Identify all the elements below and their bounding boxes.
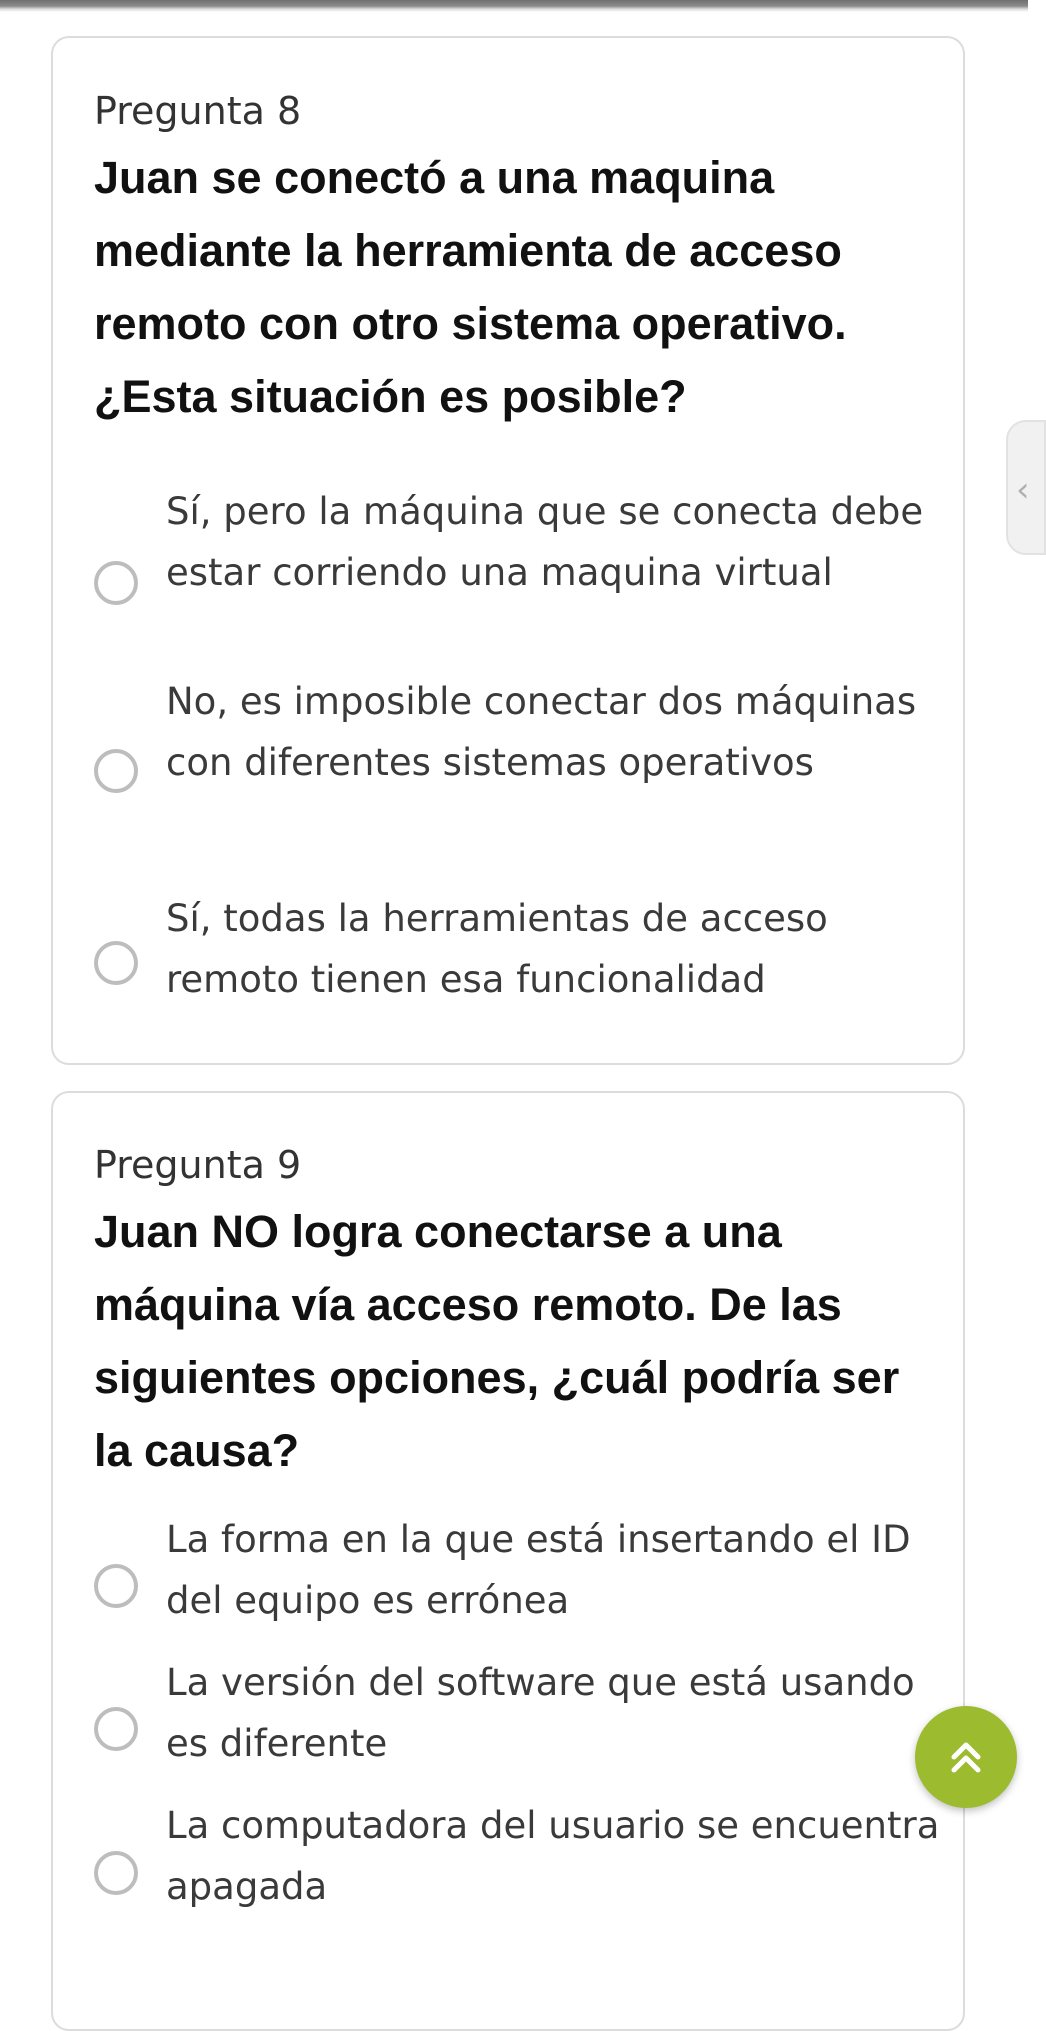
answer-option[interactable] bbox=[53, 1804, 963, 1961]
question-text: Juan NO logra conectarse a una máquina vía acceso remoto. De las siguientes opciones, ¿cuál podría ser la causa? bbox=[94, 1206, 900, 1476]
answer-option[interactable] bbox=[53, 888, 963, 1028]
radio-button[interactable] bbox=[94, 1564, 138, 1608]
chevron-left-icon: ‹ bbox=[1016, 470, 1030, 510]
radio-button[interactable] bbox=[94, 561, 138, 605]
answer-option-label: La versión del software que está usando es diferente bbox=[166, 1661, 915, 1765]
question-card-8 bbox=[51, 36, 965, 1065]
answer-option-label: La computadora del usuario se encuentra apagada bbox=[166, 1804, 940, 1908]
radio-button[interactable] bbox=[94, 1851, 138, 1895]
question-text: Juan se conectó a una maquina mediante la herramienta de acceso remoto con otro sistema operativo. ¿Esta situación es posible? bbox=[94, 152, 847, 422]
radio-button[interactable] bbox=[94, 1707, 138, 1751]
side-drawer-tab[interactable] bbox=[1006, 420, 1046, 555]
double-chevron-up-icon bbox=[944, 1735, 988, 1779]
scroll-to-top-button[interactable] bbox=[915, 1706, 1017, 1808]
top-bar-shadow bbox=[0, 0, 1028, 12]
answer-option[interactable] bbox=[53, 478, 963, 688]
question-number: Pregunta 8 bbox=[94, 89, 302, 133]
answer-option-label: Sí, todas la herramientas de acceso remoto tienen esa funcionalidad bbox=[166, 897, 828, 1001]
question-number: Pregunta 9 bbox=[94, 1143, 302, 1187]
answer-option-label: Sí, pero la máquina que se conecta debe estar corriendo una maquina virtual bbox=[166, 490, 924, 594]
radio-button[interactable] bbox=[94, 941, 138, 985]
answer-option[interactable] bbox=[53, 680, 963, 882]
answer-option-label: La forma en la que está insertando el ID del equipo es errónea bbox=[166, 1518, 911, 1622]
radio-button[interactable] bbox=[94, 749, 138, 793]
question-card-9 bbox=[51, 1091, 965, 2031]
answer-option-label: No, es imposible conectar dos máquinas con diferentes sistemas operativos bbox=[166, 680, 917, 784]
